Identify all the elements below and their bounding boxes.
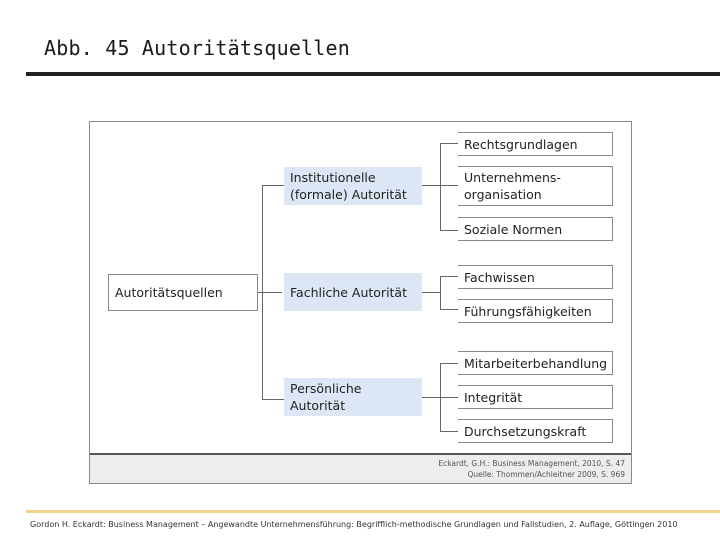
leaf-label: Durchsetzungskraft xyxy=(464,423,587,439)
connector xyxy=(440,230,458,231)
category-label-line: Autorität xyxy=(290,398,346,413)
leaf-fachwissen xyxy=(458,265,613,289)
leaf-label: Führungsfähigkeiten xyxy=(464,303,592,319)
connector xyxy=(262,399,284,400)
category-label-line: Institutionelle xyxy=(290,170,376,185)
connector xyxy=(422,185,440,186)
diagram-frame xyxy=(89,121,632,484)
source-line: Eckardt, G.H.: Business Management, 2010, S. 47 xyxy=(438,459,625,468)
leaf-integritaet xyxy=(458,385,613,409)
leaf-label: Mitarbeiterbehandlung xyxy=(464,355,608,371)
footer-divider xyxy=(26,510,720,513)
footer-citation: Gordon H. Eckardt: Business Management – Angewandte Unternehmensführung: Begrifflich-methodische Grundlagen und Fallstudien, 2. Auflage, Göttingen 2010 xyxy=(30,520,678,529)
connector xyxy=(422,292,440,293)
leaf-label-line: Unternehmens- xyxy=(464,170,561,185)
category-personal xyxy=(284,378,422,416)
connector xyxy=(440,143,458,144)
connector xyxy=(440,363,458,364)
connector xyxy=(262,185,284,186)
connector xyxy=(440,185,458,186)
source-strip xyxy=(90,453,631,483)
connector xyxy=(440,397,458,398)
connector xyxy=(440,276,441,309)
leaf-durchsetzungskraft xyxy=(458,419,613,443)
root-node xyxy=(108,274,258,311)
page-title: Abb. 45 Autoritätsquellen xyxy=(44,36,351,60)
leaf-fuehrungsfaehigkeiten xyxy=(458,299,613,323)
category-professional xyxy=(284,273,422,311)
connector xyxy=(262,185,263,400)
leaf-label: Fachwissen xyxy=(464,269,535,285)
leaf-label: Soziale Normen xyxy=(464,221,563,237)
category-label-line: Fachliche Autorität xyxy=(290,284,407,300)
connector xyxy=(440,276,458,277)
category-label-line: (formale) Autorität xyxy=(290,187,407,202)
category-institutional xyxy=(284,167,422,205)
leaf-unternehmensorganisation xyxy=(458,166,613,206)
connector xyxy=(422,397,440,398)
root-node-label: Autoritätsquellen xyxy=(115,285,223,300)
leaf-rechtsgrundlagen xyxy=(458,132,613,156)
leaf-label: Integrität xyxy=(464,389,523,405)
source-line: Quelle: Thommen/Achleitner 2009, S. 969 xyxy=(467,470,625,479)
leaf-label-line: organisation xyxy=(464,187,542,202)
connector xyxy=(440,309,458,310)
leaf-mitarbeiterbehandlung xyxy=(458,351,613,375)
category-label-line: Persönliche xyxy=(290,381,362,396)
connector xyxy=(440,143,441,231)
connector xyxy=(440,431,458,432)
title-divider xyxy=(26,72,720,76)
leaf-label: Rechtsgrundlagen xyxy=(464,136,578,152)
leaf-soziale-normen xyxy=(458,217,613,241)
